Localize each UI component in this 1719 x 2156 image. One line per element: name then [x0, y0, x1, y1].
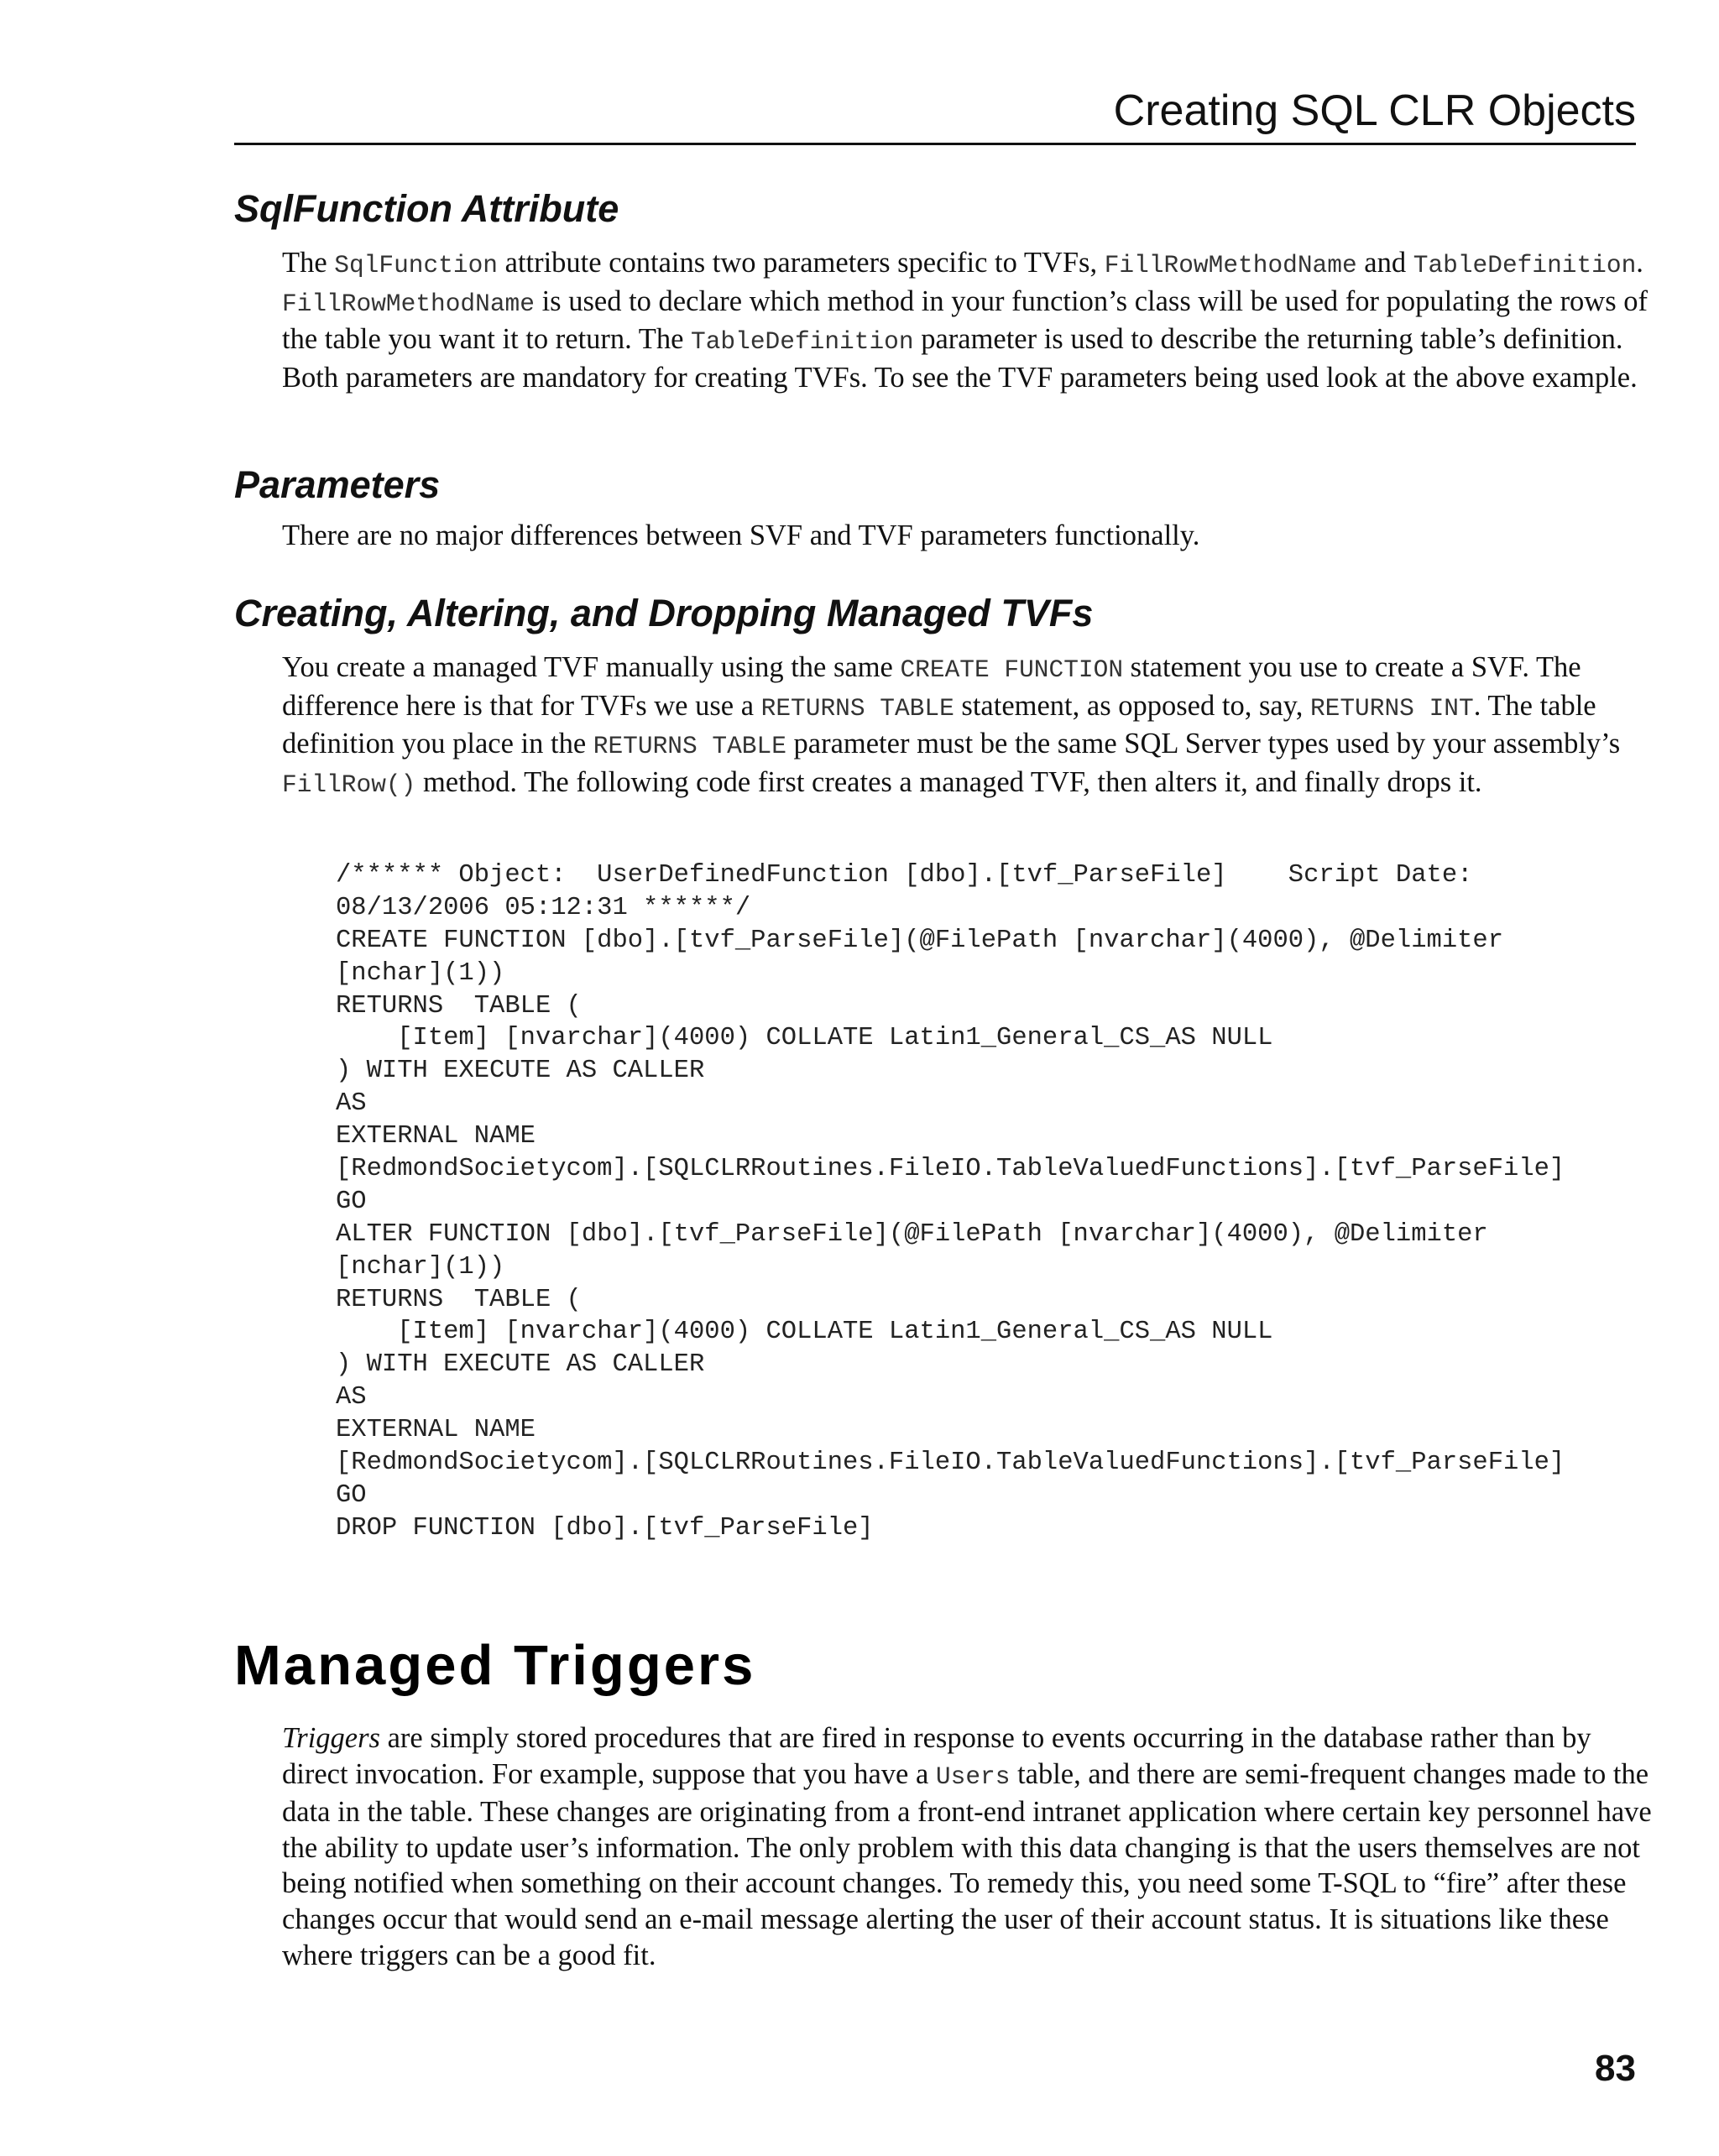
code-line: EXTERNAL NAME	[336, 1122, 536, 1151]
code-term-fillrow: FillRow()	[282, 770, 416, 799]
running-head: Creating SQL CLR Objects	[1113, 86, 1636, 135]
code-line: AS	[336, 1383, 367, 1412]
code-line: /****** Object: UserDefinedFunction [dbo].[tvf_ParseFile] Script Date:	[336, 861, 1473, 890]
code-term-tabledefinition: TableDefinition	[691, 327, 914, 357]
text-run: statement, as opposed to, say,	[954, 689, 1310, 722]
code-line: GO	[336, 1187, 367, 1216]
text-run: and	[1356, 247, 1413, 279]
code-line: AS	[336, 1089, 367, 1119]
text-run: method. The following code first creates a managed TVF, then alters it, and finally drops it.	[415, 765, 1482, 798]
code-line: 08/13/2006 05:12:31 ******/	[336, 893, 751, 922]
code-term-sqlfunction: SqlFunction	[334, 251, 498, 279]
code-line: EXTERNAL NAME	[336, 1416, 536, 1445]
code-line: ALTER FUNCTION [dbo].[tvf_ParseFile](@FilePath [nvarchar](4000), @Delimiter	[336, 1219, 1488, 1249]
code-term-users: Users	[935, 1762, 1011, 1791]
code-line: ) WITH EXECUTE AS CALLER	[336, 1350, 705, 1380]
term-triggers: Triggers	[282, 1722, 380, 1754]
code-term-fillrowmethodname: FillRowMethodName	[282, 289, 535, 318]
code-listing	[336, 859, 1565, 1545]
code-term-returns-table: RETURNS TABLE	[593, 732, 786, 761]
paragraph-parameters: There are no major differences between SVF and TVF parameters functionally.	[282, 519, 1200, 551]
text-run: . The table definition you place in the	[282, 689, 1596, 760]
code-term-returns-table: RETURNS TABLE	[760, 693, 954, 723]
text-run: .	[1636, 247, 1643, 279]
heading-sqlfunction-attribute: SqlFunction Attribute	[234, 187, 619, 230]
paragraph-creating-tvfs	[282, 650, 1652, 802]
text-run: attribute contains two parameters specific to TVFs,	[498, 247, 1105, 279]
text-run: The	[282, 247, 335, 279]
text-run: You create a managed TVF manually using the same	[282, 651, 901, 683]
paragraph-managed-triggers	[282, 1720, 1652, 1973]
code-term-create-function: CREATE FUNCTION	[900, 655, 1124, 684]
code-line: GO	[336, 1480, 367, 1510]
heading-managed-triggers: Managed Triggers	[234, 1634, 756, 1697]
text-run: are simply stored procedures that are fired in response to events occurring in the database rather than by direct invocation. For example, suppose that you have a	[282, 1722, 1591, 1790]
code-term-tabledefinition: TableDefinition	[1413, 251, 1637, 279]
heading-parameters: Parameters	[234, 463, 441, 506]
code-line: [RedmondSocietycom].[SQLCLRRoutines.FileIO.TableValuedFunctions].[tvf_ParseFile]	[336, 1449, 1565, 1478]
code-line: RETURNS TABLE (	[336, 991, 582, 1021]
code-line: DROP FUNCTION [dbo].[tvf_ParseFile]	[336, 1513, 874, 1543]
paragraph-sqlfunction	[282, 245, 1652, 395]
text-run: parameter is used to describe the returning table’s definition. Both parameters are mandatory for creating TVFs. To see the TVF parameters being used look at the above example.	[282, 323, 1638, 394]
code-term-returns-int: RETURNS INT	[1309, 693, 1474, 723]
code-term-fillrowmethodname: FillRowMethodName	[1104, 251, 1357, 279]
code-line: [Item] [nvarchar](4000) COLLATE Latin1_General_CS_AS NULL	[336, 1024, 1273, 1053]
code-line: [nchar](1))	[336, 1252, 505, 1282]
code-line: [nchar](1))	[336, 958, 505, 988]
page-number: 83	[1595, 2048, 1636, 2089]
header-rule	[234, 143, 1636, 145]
text-run: is used to declare which method in your function’s class will be used for populating the rows of the table you want it to return. The	[282, 285, 1648, 356]
code-line: ) WITH EXECUTE AS CALLER	[336, 1057, 705, 1086]
code-line: CREATE FUNCTION [dbo].[tvf_ParseFile](@FilePath [nvarchar](4000), @Delimiter	[336, 926, 1504, 955]
text-run: table, and there are semi-frequent changes made to the data in the table. These changes are originating from a front-end intranet application where certain key personnel have the ability to update user’s information. The only problem with this data changing is that the users themselves are not being notified when something on their account changes. To remedy this, you need some T-SQL to “fire” after these changes occur that would send an e-mail message alerting the user of their account status. It is situations like these where triggers can be a good fit.	[282, 1757, 1652, 1971]
code-line: RETURNS TABLE (	[336, 1285, 582, 1314]
heading-creating-altering-dropping: Creating, Altering, and Dropping Managed TVFs	[234, 592, 1094, 634]
code-line: [RedmondSocietycom].[SQLCLRRoutines.FileIO.TableValuedFunctions].[tvf_ParseFile]	[336, 1155, 1565, 1184]
text-run: statement you use to create a SVF. The difference here is that for TVFs we use a	[282, 651, 1581, 722]
code-line: [Item] [nvarchar](4000) COLLATE Latin1_General_CS_AS NULL	[336, 1318, 1273, 1347]
text-run: parameter must be the same SQL Server types used by your assembly’s	[786, 728, 1621, 760]
